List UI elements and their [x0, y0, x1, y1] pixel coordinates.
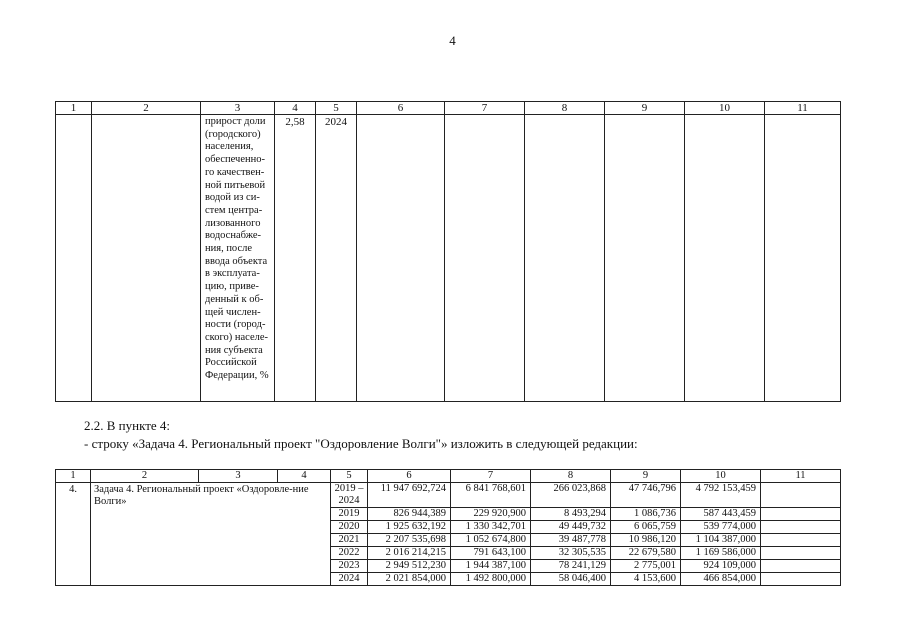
amount-cell: 924 109,000	[681, 560, 761, 573]
description-line: Федерации, %	[205, 370, 269, 382]
table-1-header-row	[56, 102, 841, 115]
description-line: Российской	[205, 357, 257, 369]
cell-empty	[92, 115, 201, 402]
amount-cell: 6 065,759	[611, 521, 681, 534]
header-cell: 11	[761, 470, 841, 483]
cell-empty	[761, 573, 841, 586]
description-line: населения,	[205, 141, 254, 153]
description-line: прирост доли	[205, 116, 266, 127]
cell-empty	[56, 115, 92, 402]
header-cell: 10	[685, 102, 765, 115]
table-row	[56, 483, 841, 508]
header-cell: 7	[451, 470, 531, 483]
amount-cell: 8 493,294	[531, 508, 611, 521]
description-line: ния, после	[205, 243, 253, 255]
amount-cell: 22 679,580	[611, 547, 681, 560]
cell-empty	[761, 560, 841, 573]
cell-empty	[605, 115, 685, 402]
cell-empty	[445, 115, 525, 402]
year-cell: 2020	[331, 521, 368, 534]
header-cell: 7	[445, 102, 525, 115]
amount-cell: 6 841 768,601	[451, 483, 531, 508]
cell-empty	[761, 521, 841, 534]
description-line: лизованного	[205, 217, 261, 229]
amount-cell: 791 643,100	[451, 547, 531, 560]
cell-empty	[685, 115, 765, 402]
cell-empty	[525, 115, 605, 402]
header-cell: 1	[56, 470, 91, 483]
indicator-value: 2,58	[275, 115, 316, 402]
task-number: 4.	[56, 483, 91, 586]
header-cell: 4	[275, 102, 316, 115]
cell-empty	[765, 115, 841, 402]
cell-empty	[761, 534, 841, 547]
year-cell: 2022	[331, 547, 368, 560]
description-line: го качествен-	[205, 166, 265, 178]
task-description: Задача 4. Региональный проект «Оздоровле-ние Волги»	[91, 483, 331, 586]
header-cell: 1	[56, 102, 92, 115]
amount-cell: 2 016 214,215	[368, 547, 451, 560]
cell-empty	[761, 547, 841, 560]
amount-cell: 2 775,001	[611, 560, 681, 573]
header-cell: 6	[368, 470, 451, 483]
page-number: 4	[449, 33, 456, 48]
amount-cell: 266 023,868	[531, 483, 611, 508]
year-cell: 2019	[331, 508, 368, 521]
amount-cell: 2 949 512,230	[368, 560, 451, 573]
amount-cell: 4 792 153,459	[681, 483, 761, 508]
table-1	[55, 101, 841, 402]
header-cell: 10	[681, 470, 761, 483]
description-line: ния субъекта	[205, 344, 263, 356]
table-2-header-row	[56, 470, 841, 483]
amount-cell: 1 169 586,000	[681, 547, 761, 560]
amount-cell: 1 492 800,000	[451, 573, 531, 586]
amount-cell: 49 449,732	[531, 521, 611, 534]
description-line: (городского)	[205, 128, 261, 140]
amount-cell: 229 920,900	[451, 508, 531, 521]
amount-cell: 1 104 387,000	[681, 534, 761, 547]
description-line: стем центра-	[205, 204, 263, 216]
amount-cell: 39 487,778	[531, 534, 611, 547]
paragraph-2-2: 2.2. В пункте 4:	[84, 418, 171, 433]
description-line: цию, приве-	[205, 281, 259, 293]
description-line: ввода объекта	[205, 255, 268, 267]
header-cell: 6	[357, 102, 445, 115]
header-cell: 8	[525, 102, 605, 115]
amount-cell: 2 021 854,000	[368, 573, 451, 586]
amount-cell: 587 443,459	[681, 508, 761, 521]
table-2	[55, 469, 841, 586]
cell-empty	[761, 483, 841, 508]
cell-empty	[357, 115, 445, 402]
amount-cell: 466 854,000	[681, 573, 761, 586]
description-line: ной питьевой	[205, 179, 266, 191]
cell-empty	[761, 508, 841, 521]
amount-cell: 4 153,600	[611, 573, 681, 586]
description-line: щей числен-	[205, 306, 261, 318]
amount-cell: 10 986,120	[611, 534, 681, 547]
indicator-description	[201, 115, 275, 402]
year-cell: 2021	[331, 534, 368, 547]
amount-cell: 1 330 342,701	[451, 521, 531, 534]
amount-cell: 539 774,000	[681, 521, 761, 534]
amount-cell: 47 746,796	[611, 483, 681, 508]
description-line: ского) населе-	[205, 331, 269, 343]
amount-cell: 2 207 535,698	[368, 534, 451, 547]
description-line: водой из си-	[205, 192, 260, 204]
header-cell: 5	[316, 102, 357, 115]
header-cell: 8	[531, 470, 611, 483]
amount-cell: 826 944,389	[368, 508, 451, 521]
header-cell: 11	[765, 102, 841, 115]
year-cell: 2024	[331, 573, 368, 586]
description-line: ности (город-	[205, 319, 266, 331]
amount-cell: 11 947 692,724	[368, 483, 451, 508]
header-cell: 4	[278, 470, 331, 483]
year-cell: 2023	[331, 560, 368, 573]
amount-cell: 58 046,400	[531, 573, 611, 586]
header-cell: 2	[91, 470, 199, 483]
amount-cell: 1 944 387,100	[451, 560, 531, 573]
description-line: в эксплуата-	[205, 268, 260, 280]
description-line: водоснабже-	[205, 230, 261, 242]
amount-cell: 1 925 632,192	[368, 521, 451, 534]
header-cell: 9	[611, 470, 681, 483]
year-cell: 2019 – 2024	[331, 483, 368, 508]
paragraph-instruction: - строку «Задача 4. Региональный проект "Оздоровление Волги"» изложить в следующей редакции:	[84, 436, 638, 451]
header-cell: 3	[199, 470, 278, 483]
header-cell: 3	[201, 102, 275, 115]
table-1-row	[56, 115, 841, 402]
header-cell: 9	[605, 102, 685, 115]
header-cell: 5	[331, 470, 368, 483]
amount-cell: 78 241,129	[531, 560, 611, 573]
description-line: обеспеченно-	[205, 154, 265, 166]
amount-cell: 32 305,535	[531, 547, 611, 560]
description-line: денный к об-	[205, 293, 264, 305]
header-cell: 2	[92, 102, 201, 115]
amount-cell: 1 052 674,800	[451, 534, 531, 547]
amount-cell: 1 086,736	[611, 508, 681, 521]
indicator-year: 2024	[316, 115, 357, 402]
